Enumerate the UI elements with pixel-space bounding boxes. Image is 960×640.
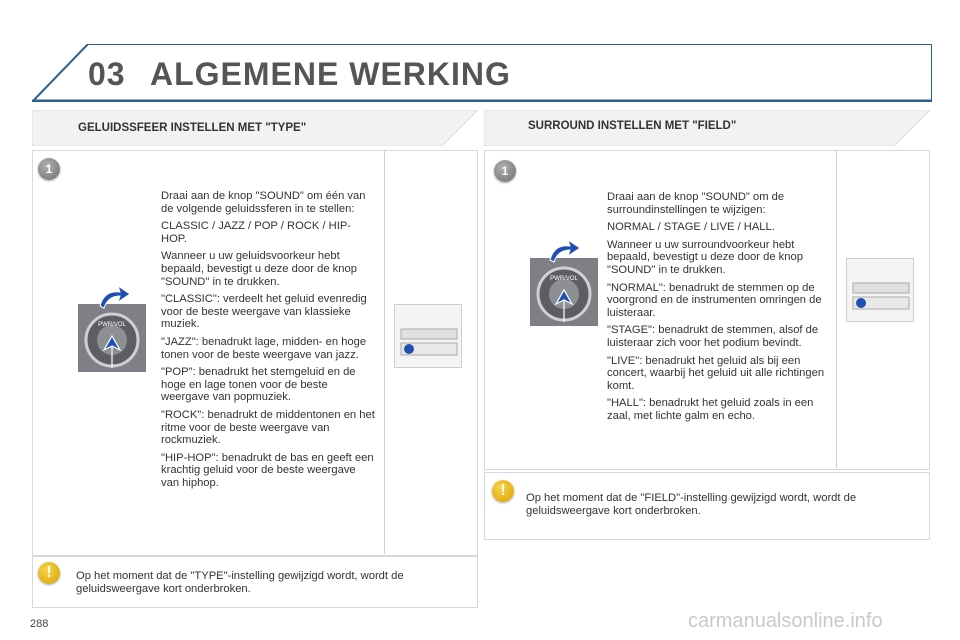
paragraph: "POP": benadrukt het stemgeluid en de hoge en lage tonen voor de beste weergave van popmuziek.	[161, 366, 356, 404]
right-instructions	[607, 191, 829, 428]
watermark: carmanualsonline.info	[688, 610, 883, 632]
left-instructions	[161, 190, 376, 494]
paragraph: Draai aan de knop "SOUND" om één van de volgende geluidssferen in te stellen:	[161, 190, 366, 215]
right-warning-note: Op het moment dat de "FIELD"-instelling gewijzigd wordt, wordt de geluidsweergave kort onderbroken.	[526, 492, 857, 517]
paragraph: "STAGE": benadrukt de stemmen, alsof de luisteraar zich voor het podium bevindt.	[607, 324, 819, 349]
step-number-badge: 1	[38, 158, 60, 180]
left-section-heading: GELUIDSSFEER INSTELLEN MET "TYPE"	[78, 122, 307, 134]
paragraph: "LIVE": benadrukt het geluid als bij een concert, waarbij het geluid uit alle richtingen komt.	[607, 354, 825, 392]
warning-icon: !	[492, 480, 514, 502]
page-number: 288	[30, 618, 49, 630]
pwr-vol-knob-illustration	[530, 258, 598, 326]
chapter-number: 03	[88, 56, 126, 92]
warning-icon: !	[38, 562, 60, 584]
paragraph: "HIP-HOP": benadrukt de bas en geeft een krachtig geluid voor de beste weergave van hiphop.	[161, 451, 374, 489]
paragraph: Draai aan de knop "SOUND" om de surroundinstellingen te wijzigen:	[607, 191, 785, 216]
paragraph: "JAZZ": benadrukt lage, midden- en hoge tonen voor de beste weergave van jazz.	[161, 335, 367, 361]
paragraph: CLASSIC / JAZZ / POP / ROCK / HIP-HOP.	[161, 220, 352, 245]
right-panel-divider	[836, 150, 837, 468]
svg-text:PWR/VOL: PWR/VOL	[98, 322, 126, 328]
paragraph: "ROCK": benadrukt de middentonen en het ritme voor de beste weergave van rockmuziek.	[161, 408, 375, 447]
radio-unit-illustration	[394, 304, 462, 368]
paragraph: "HALL": benadrukt het geluid zoals in een zaal, met lichte galm en echo.	[607, 397, 814, 422]
rotate-arrow-icon	[546, 238, 582, 264]
paragraph: NORMAL / STAGE / LIVE / HALL.	[607, 221, 775, 234]
radio-unit-illustration	[846, 258, 914, 322]
left-warning-note: Op het moment dat de "TYPE"-instelling gewijzigd wordt, wordt de geluidsweergave kort onderbroken.	[76, 570, 404, 595]
pwr-vol-knob-illustration	[78, 304, 146, 372]
paragraph: Wanneer u uw surroundvoorkeur hebt bepaald, bevestigt u deze door de knop "SOUND" in te drukken.	[607, 238, 803, 276]
rotate-arrow-icon	[96, 284, 132, 310]
paragraph: Wanneer u uw geluidsvoorkeur hebt bepaald, bevestigt u deze door de knop "SOUND" in te drukken.	[161, 250, 357, 288]
left-panel-divider	[384, 150, 385, 554]
paragraph: "CLASSIC": verdeelt het geluid evenredig voor de beste weergave van klassieke muziek.	[161, 293, 367, 331]
paragraph: "NORMAL": benadrukt de stemmen op de voorgrond en de instrumenten omringen de luisteraar.	[607, 281, 822, 319]
right-section-heading: SURROUND INSTELLEN MET "FIELD"	[528, 120, 737, 132]
step-number-badge: 1	[494, 160, 516, 182]
svg-text:PWR/VOL: PWR/VOL	[550, 276, 578, 282]
page-title: ALGEMENE WERKING	[150, 56, 511, 92]
